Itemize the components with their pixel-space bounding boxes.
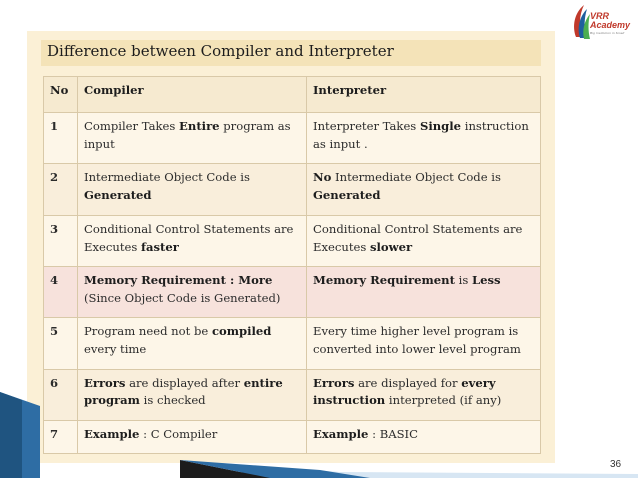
compiler-cell: Example : C Compiler bbox=[78, 420, 307, 453]
row-number: 1 bbox=[44, 113, 78, 164]
compiler-cell: Program need not be compiled every time bbox=[78, 318, 307, 369]
interpreter-cell: Memory Requirement is Less bbox=[307, 266, 541, 317]
interpreter-cell: Interpreter Takes Single instruction as input . bbox=[307, 113, 541, 164]
interpreter-cell: Every time higher level program is converted into lower level program bbox=[307, 318, 541, 369]
interpreter-cell: Example : BASIC bbox=[307, 420, 541, 453]
row-number: 2 bbox=[44, 164, 78, 215]
compiler-cell: Compiler Takes Entire program as input bbox=[78, 113, 307, 164]
table-row bbox=[44, 420, 541, 453]
interpreter-cell: Errors are displayed for every instruction interpreted (if any) bbox=[307, 369, 541, 420]
bottom-swoosh-decoration bbox=[180, 460, 638, 478]
row-number: 3 bbox=[44, 215, 78, 266]
left-corner-decoration bbox=[0, 392, 40, 478]
row-number: 5 bbox=[44, 318, 78, 369]
table-row bbox=[44, 318, 541, 369]
interpreter-cell: Conditional Control Statements are Executes slower bbox=[307, 215, 541, 266]
slide-title: Difference between Compiler and Interpreter bbox=[47, 42, 394, 60]
logo-tagline: Big Institution in Small bbox=[590, 31, 625, 35]
table-row bbox=[44, 369, 541, 420]
compiler-cell: Memory Requirement : More (Since Object Code is Generated) bbox=[78, 266, 307, 317]
table-row bbox=[44, 164, 541, 215]
header-interpreter: Interpreter bbox=[307, 77, 541, 113]
header-no: No bbox=[44, 77, 78, 113]
interpreter-cell: No Intermediate Object Code is Generated bbox=[307, 164, 541, 215]
page-number: 36 bbox=[610, 459, 622, 470]
compiler-cell: Intermediate Object Code is Generated bbox=[78, 164, 307, 215]
table-row bbox=[44, 113, 541, 164]
logo-name-line1: VRR bbox=[590, 11, 610, 21]
table-row bbox=[44, 215, 541, 266]
row-number: 6 bbox=[44, 369, 78, 420]
row-number: 7 bbox=[44, 420, 78, 453]
row-number: 4 bbox=[44, 266, 78, 317]
logo-name-line2: Academy bbox=[590, 20, 631, 30]
header-compiler: Compiler bbox=[78, 77, 307, 113]
table-header-row bbox=[44, 77, 541, 113]
compiler-cell: Errors are displayed after entire program is checked bbox=[78, 369, 307, 420]
table-row bbox=[44, 266, 541, 317]
comparison-table bbox=[43, 76, 541, 454]
compiler-cell: Conditional Control Statements are Executes faster bbox=[78, 215, 307, 266]
